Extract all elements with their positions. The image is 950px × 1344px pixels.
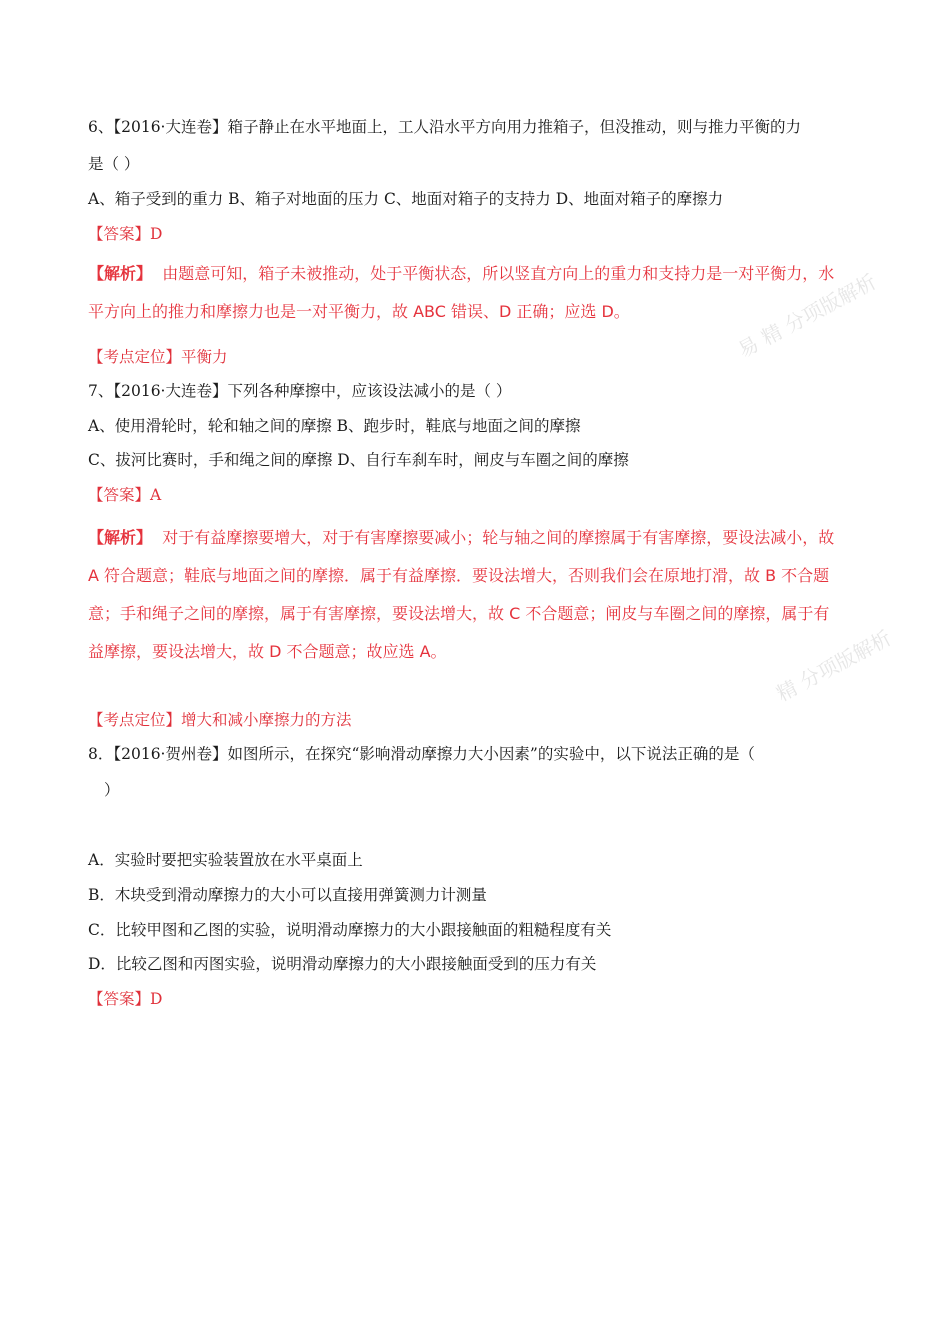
q7-stem: 7、【2016·大连卷】下列各种摩擦中，应该设法减小的是（ ）: [88, 382, 512, 400]
q7-answer: [88, 485, 161, 505]
q8-option-b: B．木块受到滑动摩擦力的大小可以直接用弹簧测力计测量: [88, 886, 487, 904]
analysis-line: A 符合题意；鞋底与地面之间的摩擦．属于有益摩擦．要设法增大，否则我们会在原地打滑，故 B 不合题: [88, 566, 830, 585]
answer-value: A: [150, 486, 162, 504]
topic-value: 平衡力: [181, 348, 228, 366]
answer-value: D: [150, 990, 163, 1008]
q6-stem-line2: 是（ ）: [88, 155, 140, 173]
q6-analysis: [88, 255, 878, 331]
q8-answer: [88, 989, 162, 1009]
answer-label: 【答案】: [88, 225, 151, 243]
q8-option-d: D．比较乙图和丙图实验，说明滑动摩擦力的大小跟接触面受到的压力有关: [88, 955, 597, 973]
q6-stem-line1: 6、【2016·大连卷】箱子静止在水平地面上，工人沿水平方向用力推箱子，但没推动，则与推力平衡的力: [88, 118, 801, 136]
q6-options: A、箱子受到的重力 B、箱子对地面的压力 C、地面对箱子的支持力 D、地面对箱子的摩擦力: [88, 190, 724, 208]
analysis-label: 【解析】: [88, 264, 153, 283]
topic-value: 增大和减小摩擦力的方法: [181, 711, 352, 729]
q7-analysis: [88, 519, 878, 671]
watermark: 精 分项版解析: [772, 625, 896, 707]
q8-option-a: A．实验时要把实验装置放在水平桌面上: [88, 851, 363, 869]
analysis-line: 意；手和绳子之间的摩擦，属于有害摩擦，要设法增大，故 C 不合题意；闸皮与车圈之间的摩擦，属于有: [88, 604, 830, 623]
answer-value: D: [150, 225, 163, 243]
analysis-text: 对于有益摩擦要增大，对于有害摩擦要减小；轮与轴之间的摩擦属于有害摩擦，要设法减小，故: [162, 528, 835, 547]
q7-topic: [88, 710, 352, 730]
topic-label: 【考点定位】: [88, 348, 182, 366]
q8-stem-line1: 8．【2016·贺州卷】如图所示，在探究“影响滑动摩擦力大小因素”的实验中，以下说法正确的是（: [88, 745, 755, 763]
q7-options-cd: C、拔河比赛时，手和绳之间的摩擦 D、自行车刹车时，闸皮与车圈之间的摩擦: [88, 451, 629, 469]
q6-answer: [88, 224, 162, 244]
answer-label: 【答案】: [88, 990, 151, 1008]
answer-label: 【答案】: [88, 486, 151, 504]
analysis-line: 平方向上的推力和摩擦力也是一对平衡力，故 ABC 错误、D 正确；应选 D。: [88, 302, 630, 321]
q7-options-ab: A、使用滑轮时，轮和轴之间的摩擦 B、跑步时，鞋底与地面之间的摩擦: [88, 417, 581, 435]
watermark: 易 精 分项版解析: [734, 269, 881, 363]
analysis-line: 益摩擦，要设法增大，故 D 不合题意；故应选 A。: [88, 642, 447, 661]
q8-option-c: C．比较甲图和乙图的实验，说明滑动摩擦力的大小跟接触面的粗糙程度有关: [88, 921, 612, 939]
analysis-text: 由题意可知，箱子未被推动，处于平衡状态，所以竖直方向上的重力和支持力是一对平衡力，水: [162, 264, 835, 283]
analysis-label: 【解析】: [88, 528, 153, 547]
topic-label: 【考点定位】: [88, 711, 182, 729]
q6-topic: [88, 347, 228, 367]
q8-stem-line2: ）: [104, 781, 120, 799]
analysis-line: [88, 255, 878, 293]
analysis-line: [88, 519, 878, 557]
